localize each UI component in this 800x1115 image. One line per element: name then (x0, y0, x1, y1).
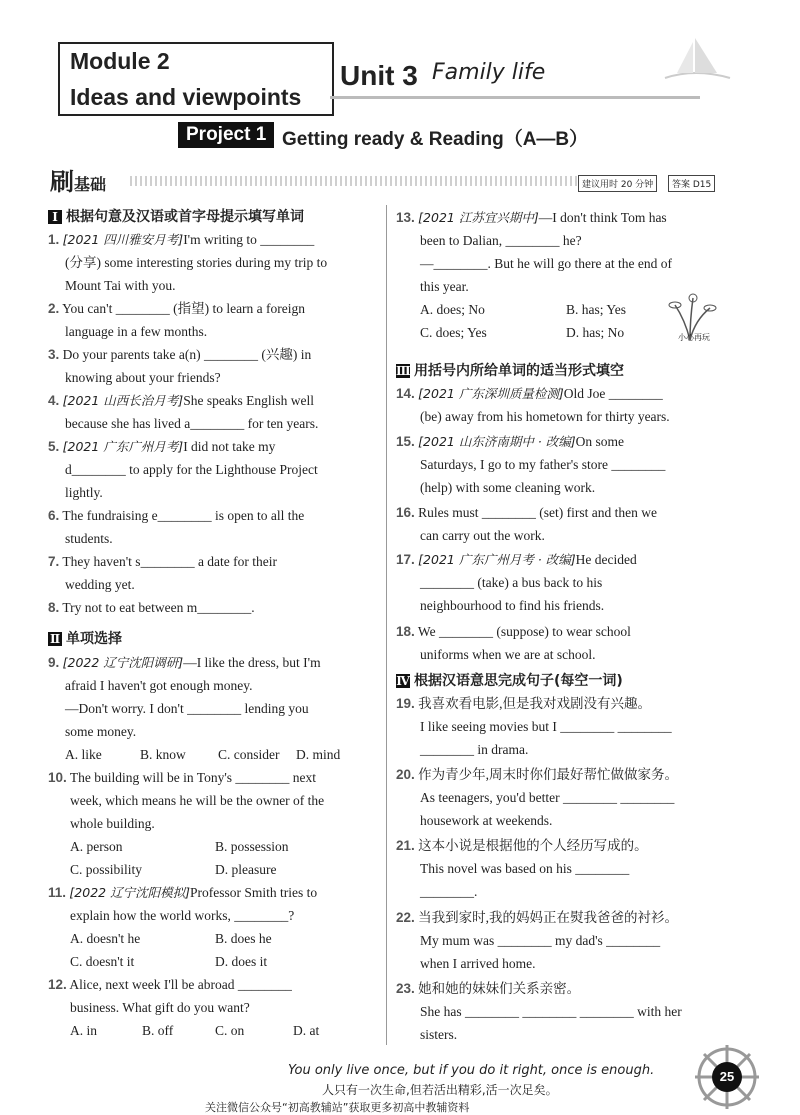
question-text: (help) with some cleaning work. (420, 480, 596, 495)
question-text: sisters. (420, 1027, 458, 1042)
question-text: —I don't think Tom has (538, 210, 667, 225)
question-text: can carry out the work. (420, 528, 545, 543)
source-tag: [2021 山西长治月考] (62, 393, 184, 408)
column-divider (386, 205, 387, 1045)
question-text: uniforms when we are at school. (420, 647, 596, 662)
option: D. has; No (566, 325, 625, 340)
option: A. like (65, 747, 102, 762)
question-number: 16. (396, 505, 415, 520)
question-text: d________ to apply for the Lighthouse Project (65, 462, 318, 477)
question-text: whole building. (70, 816, 155, 831)
option: D. mind (296, 747, 341, 762)
question-19 (396, 692, 736, 761)
question-text: My mum was ________ my dad's ________ (420, 933, 661, 948)
section-text: 用括号内所给单词的适当形式填空 (414, 363, 624, 379)
question-18 (396, 620, 736, 666)
question-9 (48, 651, 378, 766)
option: B. know (140, 747, 186, 762)
question-text: You can't ________ (指望) to learn a foreign (62, 301, 306, 316)
project-badge: Project 1 (178, 122, 274, 148)
basics-char: 刷 (50, 168, 74, 196)
question-number: 18. (396, 624, 415, 639)
footer-motto: You only live once, but if you do it right, once is enough. (288, 1063, 655, 1078)
question-22 (396, 906, 736, 975)
question-number: 20. (396, 767, 415, 782)
question-text: —I like the dress, but I'm (183, 655, 321, 670)
header-divider (330, 96, 700, 99)
question-text: week, which means he will be the owner of the (70, 793, 325, 808)
source-tag: [2022 辽宁沈阳调研] (62, 655, 184, 670)
options-row (48, 743, 378, 766)
question-text: business. What gift do you want? (70, 1000, 250, 1015)
question-text: I'm writing to ________ (183, 232, 315, 247)
question-20 (396, 763, 736, 832)
question-text: I did not take my (183, 439, 276, 454)
project-title: Getting ready & Reading（A—B） (282, 129, 589, 150)
section-number: Ⅱ (49, 632, 61, 646)
question-number: 10. (48, 770, 67, 785)
time-badge: 建议用时 20 分钟 (578, 175, 657, 192)
module-theme: Ideas and viewpoints (70, 84, 302, 110)
question-text: She speaks English well (183, 393, 315, 408)
question-text: I like seeing movies but I ________ ________ (420, 719, 672, 734)
question-text: Rules must ________ (set) first and then we (418, 505, 657, 520)
question-text: She has ________ ________ ________ with her (420, 1004, 682, 1019)
question-15 (396, 430, 736, 499)
source-tag: [2022 辽宁沈阳模拟] (69, 885, 190, 900)
question-text: 作为青少年,周末时你们最好帮忙做做家务。 (418, 767, 679, 782)
question-number: 14. (396, 386, 415, 401)
question-text: Old Joe ________ (563, 386, 663, 401)
question-text: We ________ (suppose) to wear school (417, 624, 631, 639)
question-text: 这本小说是根据他的个人经历写成的。 (418, 838, 648, 853)
source-tag: [2021 山东济南期中 · 改编] (418, 434, 576, 449)
question-number: 12. (48, 977, 67, 992)
question-text: (be) away from his hometown for thirty years. (420, 409, 670, 424)
question-number: 5. (48, 439, 60, 454)
unit-title: Unit 3 (340, 60, 418, 91)
option: C. possibility (70, 862, 143, 877)
question-text: been to Dalian, ________ he? (420, 233, 582, 248)
question-6 (48, 504, 378, 550)
page-number: 25 (712, 1062, 742, 1092)
question-text: Do your parents take a(n) ________ (兴趣) in (62, 347, 312, 362)
option: D. does it (215, 954, 268, 969)
section-text: 单项选择 (66, 631, 122, 647)
question-text: housework at weekends. (420, 813, 553, 828)
basics-label: 基础 (74, 175, 107, 194)
question-text: 她和她的妹妹们关系亲密。 (418, 981, 581, 996)
module-number: Module 2 (70, 48, 170, 74)
question-text: Mount Tai with you. (65, 278, 176, 293)
section-text: 根据汉语意思完成句子(每空一词) (414, 673, 623, 689)
question-text: As teenagers, you'd better ________ ________ (420, 790, 675, 805)
question-3 (48, 343, 378, 389)
question-23 (396, 977, 736, 1046)
option: A. doesn't he (70, 931, 141, 946)
question-text: ________. (420, 884, 478, 899)
section-2-title (48, 628, 122, 648)
doodle-caption: 小心再玩 (678, 333, 710, 342)
option: C. consider (218, 747, 280, 762)
footer-note: 关注微信公众号“初高教辅站”获取更多初高中教辅资料 (205, 1101, 470, 1114)
question-text: when I arrived home. (420, 956, 536, 971)
question-text: ________ in drama. (420, 742, 529, 757)
section-text: 根据句意及汉语或首字母提示填写单词 (66, 209, 304, 225)
question-text: —________. But he will go there at the end of (420, 256, 672, 271)
question-text: this year. (420, 279, 469, 294)
section-number: Ⅲ (396, 364, 411, 378)
question-text: language in a few months. (65, 324, 208, 339)
option: C. does; Yes (420, 325, 487, 340)
answer-badge: 答案 D15 (668, 175, 715, 192)
question-text: 当我到家时,我的妈妈正在熨我爸爸的衬衫。 (418, 910, 679, 925)
question-text: He decided (575, 552, 637, 567)
question-4 (48, 389, 378, 435)
basics-heading (50, 162, 106, 197)
question-number: 7. (48, 554, 60, 569)
question-number: 4. (48, 393, 60, 408)
question-5 (48, 435, 378, 504)
question-1 (48, 228, 378, 297)
source-tag: [2021 广东深圳质量检测] (418, 386, 564, 401)
question-12 (48, 973, 378, 1042)
option: B. possession (215, 839, 289, 854)
question-text: Try not to eat between m________. (62, 600, 255, 615)
option: C. doesn't it (70, 954, 135, 969)
question-text: 我喜欢看电影,但是我对戏剧没有兴趣。 (418, 696, 652, 711)
question-text: (分享) some interesting stories during my trip to (65, 255, 328, 270)
option: B. has; Yes (566, 302, 627, 317)
question-8 (48, 596, 378, 619)
question-text: The building will be in Tony's ________ next (69, 770, 317, 785)
option: D. pleasure (215, 862, 277, 877)
question-number: 9. (48, 655, 60, 670)
question-number: 1. (48, 232, 60, 247)
question-text: explain how the world works, ________? (70, 908, 295, 923)
option: D. at (293, 1023, 320, 1038)
question-number: 15. (396, 434, 415, 449)
options-row (48, 1019, 378, 1042)
question-number: 2. (48, 301, 60, 316)
question-text: some money. (65, 724, 137, 739)
decorative-strip (130, 176, 580, 186)
question-number: 13. (396, 210, 415, 225)
unit-subtitle: Family life (432, 60, 546, 85)
question-text: They haven't s________ a date for their (62, 554, 278, 569)
question-text: afraid I haven't got enough money. (65, 678, 253, 693)
source-tag: [2021 广东广州月考 · 改编] (418, 552, 576, 567)
question-text: Saturdays, I go to my father's store ________ (420, 457, 666, 472)
question-7 (48, 550, 378, 596)
question-text: students. (65, 531, 113, 546)
question-text: Professor Smith tries to (189, 885, 318, 900)
section-1-title (48, 206, 304, 226)
option: A. in (70, 1023, 97, 1038)
question-text: Alice, next week I'll be abroad ________ (69, 977, 292, 992)
option: B. does he (215, 931, 272, 946)
section-4-title (396, 670, 623, 690)
question-17 (396, 548, 736, 617)
question-number: 23. (396, 981, 415, 996)
section-3-title (396, 360, 624, 380)
source-tag: [2021 广东广州月考] (62, 439, 184, 454)
options-row (48, 858, 378, 881)
question-21 (396, 834, 736, 903)
question-text: wedding yet. (65, 577, 135, 592)
question-number: 19. (396, 696, 415, 711)
question-text: This novel was based on his ________ (420, 861, 630, 876)
sailboat-icon (655, 28, 735, 88)
options-row (48, 835, 378, 858)
question-text: because she has lived a________ for ten years. (65, 416, 319, 431)
question-16 (396, 501, 736, 547)
option: C. on (215, 1023, 245, 1038)
section-number: Ⅰ (48, 210, 62, 224)
option: B. off (142, 1023, 174, 1038)
question-text: neighbourhood to find his friends. (420, 598, 605, 613)
question-text: ________ (take) a bus back to his (420, 575, 603, 590)
question-number: 3. (48, 347, 60, 362)
question-number: 22. (396, 910, 415, 925)
question-11 (48, 881, 378, 973)
module-box (58, 42, 334, 116)
question-text: lightly. (65, 485, 103, 500)
question-10 (48, 766, 378, 881)
question-text: The fundraising e________ is open to all the (62, 508, 305, 523)
question-number: 11. (48, 885, 67, 900)
footer-motto-cn: 人只有一次生命,但若活出精彩,活一次足矣。 (322, 1083, 558, 1097)
source-tag: [2021 江苏宜兴期中] (418, 210, 539, 225)
option: A. does; No (420, 302, 485, 317)
question-text: knowing about your friends? (65, 370, 221, 385)
question-text: —Don't worry. I don't ________ lending you (65, 701, 309, 716)
options-row (48, 927, 378, 950)
options-row (48, 950, 378, 973)
option: A. person (70, 839, 123, 854)
question-number: 6. (48, 508, 60, 523)
section-number: Ⅳ (396, 674, 410, 688)
question-2 (48, 297, 378, 343)
question-number: 21. (396, 838, 415, 853)
question-number: 17. (396, 552, 415, 567)
source-tag: [2021 四川雅安月考] (62, 232, 184, 247)
question-number: 8. (48, 600, 60, 615)
question-text: On some (575, 434, 624, 449)
question-14 (396, 382, 736, 428)
